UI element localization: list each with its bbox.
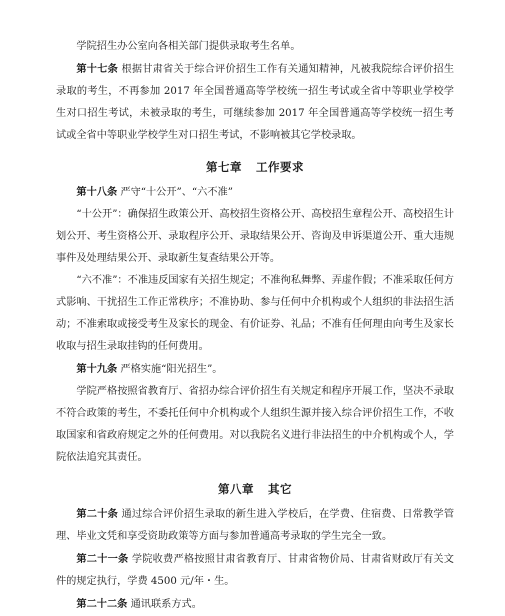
chapter-8-heading [56, 478, 454, 500]
article-text: 通讯联系方式。 [130, 599, 202, 610]
article-text: 根据甘肃省关于综合评价招生工作有关通知精神，凡被我院综合评价招生录取的考生，不再参加 2017 年全国普通高等学校统一招生考试或全省中等职业学校学生对口招生考试，未被录取的考生，可继续参加 2017 年全国普通高等学校统一招生考试或全省中等职业学校学生对口招生考试，不影响被其它学校录取。 [56, 64, 455, 141]
article-text: 学院收费严格按照甘肃省教育厅、甘肃省物价局、甘肃省财政厅有关文件的规定执行，学费 4500 元/年・生。 [56, 554, 454, 587]
article-text: 通过综合评价招生录取的新生进入学校后，在学费、住宿费、日常教学管理、毕业文凭和享受资助政策等方面与参加普通高考录取的学生完全一致。 [56, 509, 455, 542]
article-label: 第二十条 [76, 508, 118, 520]
article-20 [56, 503, 454, 548]
article-label: 第二十二条 [76, 598, 128, 610]
article-19 [56, 358, 454, 381]
chapter-title: 其它 [268, 482, 292, 496]
document-page [56, 36, 454, 616]
article-18 [56, 181, 454, 204]
article-22 [56, 593, 454, 616]
paragraph-text: “六不准”：不准违反国家有关招生规定；不准徇私舞弊、弄虚作假；不准采取任何方式影响、干扰招生工作正常秩序；不准协助、参与任何中介机构或个人组织的非法招生活动；不准索取或接受考生及家长的现金、有价证券、礼品；不准有任何理由向考生及家长收取与招生录取挂钩的任何费用。 [56, 275, 454, 352]
paragraph-six-no [56, 270, 454, 358]
paragraph-text: 学院严格按照省教育厅、省招办综合评价招生有关规定和程序开展工作，坚决不录取不符合政策的考生，不委托任何中介机构或个人组织生源并接入综合评价招生工作，不收取国家和省政府规定之外的任何费用。对以我院名义进行非法招生的中介机构或个人，学院依法追究其责任。 [56, 386, 454, 463]
article-text: 严守“十公开”、“六不准” [120, 187, 233, 198]
paragraph-text: “十公开”：确保招生政策公开、高校招生资格公开、高校招生章程公开、高校招生计划公开、考生资格公开、录取程序公开、录取结果公开、咨询及申诉渠道公开、重大违规事件及处理结果公开、录取新生复查结果公开等。 [56, 209, 454, 264]
paragraph-admission-list [56, 36, 454, 58]
article-label: 第十八条 [76, 186, 118, 198]
paragraph-text: 学院招生办公室向各相关部门提供录取考生名单。 [76, 41, 301, 52]
chapter-number: 第七章 [206, 160, 242, 174]
chapter-number: 第八章 [218, 482, 254, 496]
chapter-title: 工作要求 [256, 160, 304, 174]
article-label: 第十九条 [76, 363, 118, 375]
paragraph-ten-open [56, 204, 454, 270]
article-label: 第二十一条 [76, 553, 129, 565]
article-21 [56, 548, 454, 593]
chapter-7-heading [56, 156, 454, 178]
article-text: 严格实施“阳光招生”。 [120, 364, 223, 375]
article-17 [56, 58, 454, 147]
article-label: 第十七条 [76, 63, 118, 75]
paragraph-sunshine [56, 381, 454, 469]
